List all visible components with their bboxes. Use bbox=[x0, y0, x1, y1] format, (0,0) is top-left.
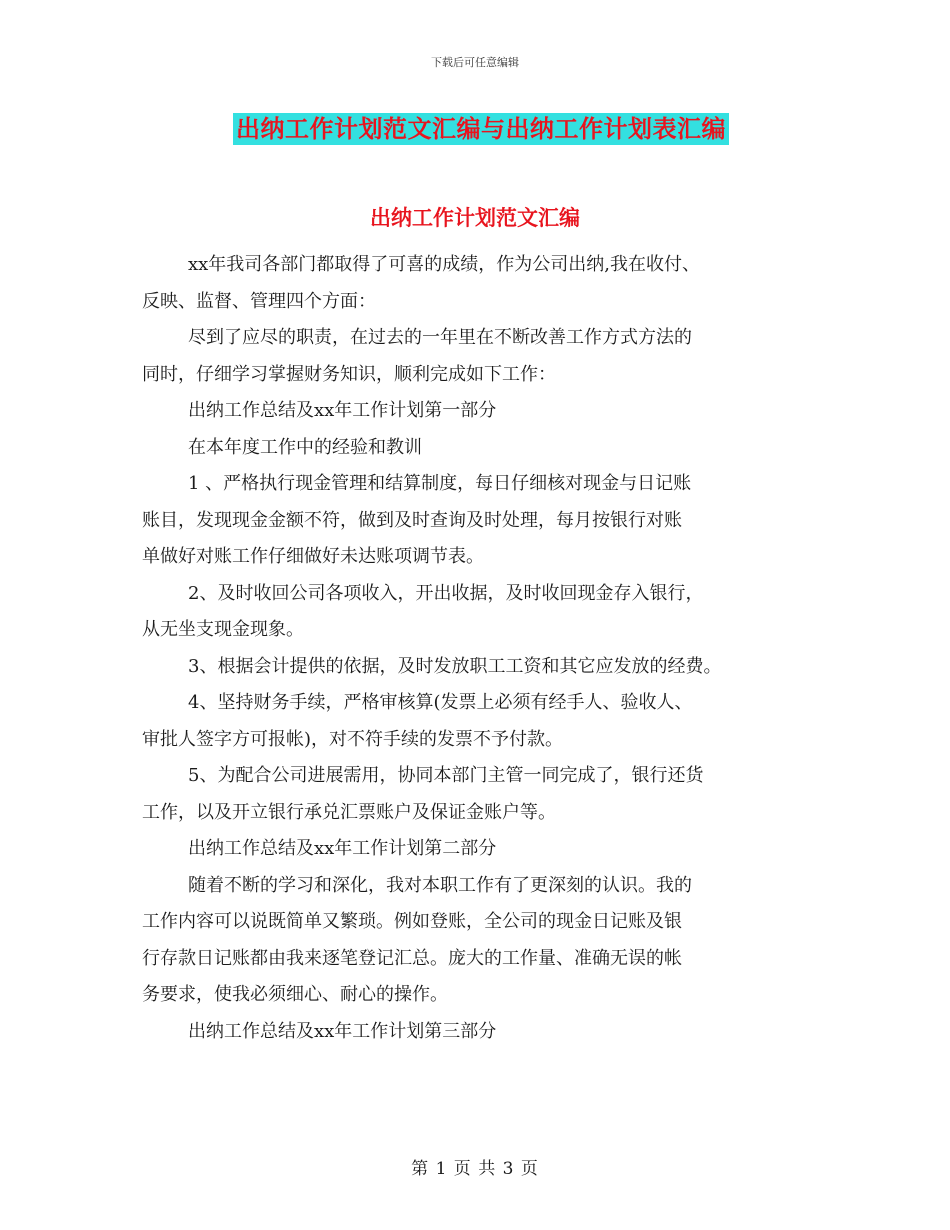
paragraph-line: 在本年度工作中的经验和教训 bbox=[188, 436, 422, 458]
page-number-footer: 第 1 页 共 3 页 bbox=[411, 1159, 539, 1179]
section-heading: 出纳工作总结及xx年工作计划第一部分 bbox=[188, 400, 497, 421]
list-item: 1 、严格执行现金管理和结算制度，每日仔细核对现金与日记账 bbox=[188, 473, 692, 494]
document-body bbox=[142, 247, 842, 1050]
list-item: 4、坚持财务手续，严格审核算(发票上必须有经手人、验收人、 bbox=[188, 692, 693, 713]
paragraph-line: 行存款日记账都由我来逐笔登记汇总。庞大的工作量、准确无误的帐 bbox=[142, 947, 682, 969]
paragraph-line: xx年我司各部门都取得了可喜的成绩，作为公司出纳,我在收付、 bbox=[188, 254, 701, 275]
list-item: 5、为配合公司进展需用，协同本部门主管一同完成了，银行还货 bbox=[188, 765, 704, 786]
paragraph-line: 单做好对账工作仔细做好未达账项调节表。 bbox=[142, 546, 484, 567]
paragraph-line: 账目，发现现金金额不符，做到及时查询及时处理，每月按银行对账 bbox=[142, 509, 682, 531]
paragraph-line: 从无坐支现金现象。 bbox=[142, 619, 304, 640]
document-sub-title: 出纳工作计划范文汇编 bbox=[370, 206, 580, 230]
paragraph-line: 务要求，使我必须细心、耐心的操作。 bbox=[142, 984, 448, 1005]
paragraph-line: 同时，仔细学习掌握财务知识，顺利完成如下工作： bbox=[142, 363, 556, 385]
paragraph-line: 反映、监督、管理四个方面： bbox=[142, 290, 376, 312]
header-note: 下载后可任意编辑 bbox=[431, 56, 519, 69]
section-heading: 出纳工作总结及xx年工作计划第三部分 bbox=[188, 1020, 497, 1042]
paragraph-line: 随着不断的学习和深化，我对本职工作有了更深刻的认识。我的 bbox=[188, 874, 692, 896]
list-item: 2、及时收回公司各项收入，开出收据，及时收回现金存入银行， bbox=[188, 582, 704, 604]
paragraph-line: 工作，以及开立银行承兑汇票账户及保证金账户等。 bbox=[142, 801, 556, 823]
paragraph-line: 尽到了应尽的职责，在过去的一年里在不断改善工作方式方法的 bbox=[188, 327, 692, 348]
section-heading: 出纳工作总结及xx年工作计划第二部分 bbox=[188, 838, 497, 859]
list-item: 3、根据会计提供的依据，及时发放职工工资和其它应发放的经费。 bbox=[188, 655, 722, 677]
paragraph-line: 审批人签字方可报帐)，对不符手续的发票不予付款。 bbox=[142, 728, 564, 750]
paragraph-line: 工作内容可以说既简单又繁琐。例如登账，全公司的现金日记账及银 bbox=[142, 911, 682, 932]
document-main-title: 出纳工作计划范文汇编与出纳工作计划表汇编 bbox=[233, 113, 729, 145]
